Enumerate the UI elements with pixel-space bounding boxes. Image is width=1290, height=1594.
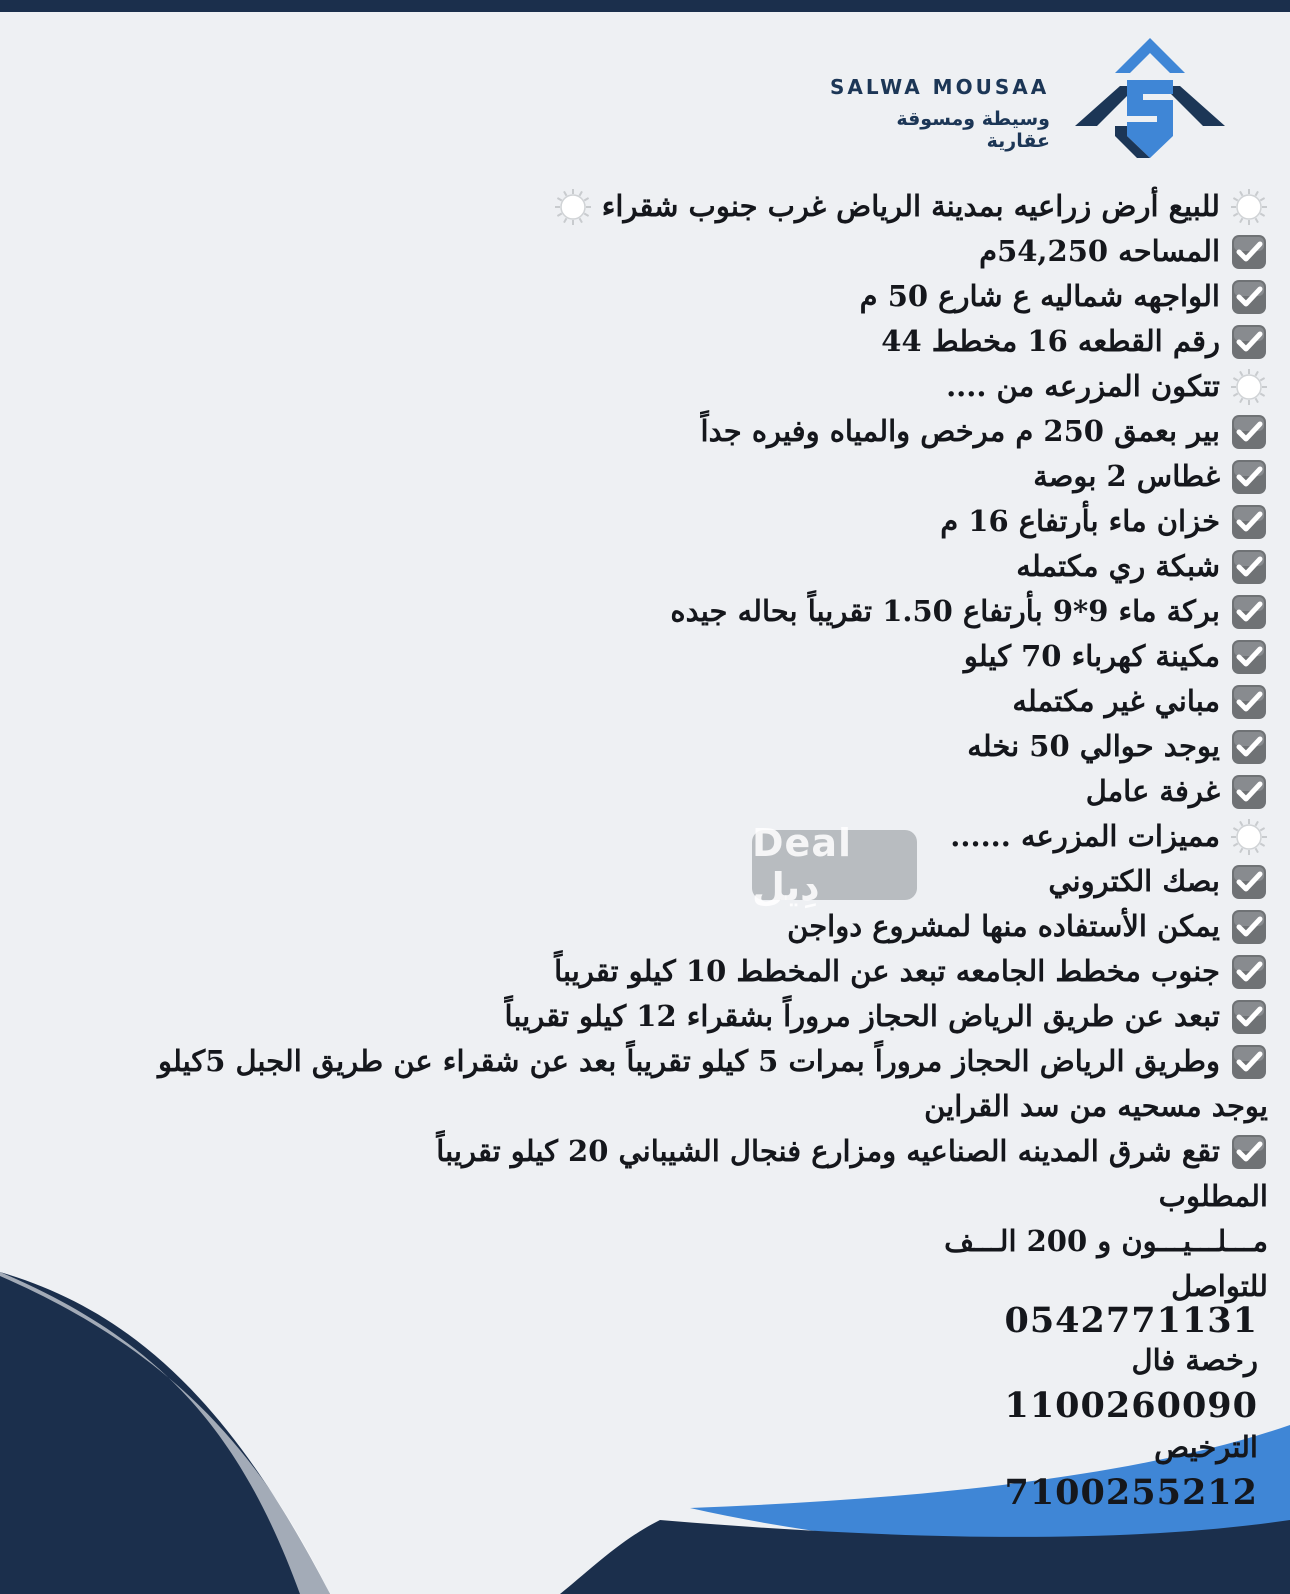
listing-line-text: مكينة كهرباء 70 كيلو (963, 639, 1220, 673)
check-icon (1230, 728, 1268, 766)
listing-line (88, 769, 1268, 814)
check-icon (1230, 998, 1268, 1036)
check-icon (1230, 773, 1268, 811)
check-icon (1230, 323, 1268, 361)
check-icon (1230, 458, 1268, 496)
listing-line (88, 724, 1268, 769)
listing-line-text: المساحه 54,250م (979, 234, 1220, 268)
listing-line-text: مباني غير مكتمله (1012, 684, 1220, 718)
check-icon (1230, 863, 1268, 901)
license-label-block (958, 1430, 1258, 1464)
license-number-block (958, 1472, 1258, 1513)
listing-line (88, 229, 1268, 274)
license-label: الترخيص (1154, 1430, 1258, 1464)
phone-number (958, 1300, 1258, 1341)
listing-line (88, 1039, 1268, 1084)
check-icon (1230, 278, 1268, 316)
listing-content (88, 184, 1268, 1309)
sparkle-icon (1230, 368, 1268, 406)
check-icon (1230, 953, 1268, 991)
fal-number-value: 1100260090 (1004, 1385, 1258, 1426)
listing-line-text: غرفة عامل (1085, 774, 1220, 808)
check-icon (1230, 1043, 1268, 1081)
listing-line (88, 544, 1268, 589)
listing-line (88, 1174, 1268, 1219)
listing-line (88, 319, 1268, 364)
listing-line-text: مميزات المزرعه ...... (950, 819, 1220, 853)
listing-line (88, 904, 1268, 949)
check-icon (1230, 233, 1268, 271)
listing-line-text: غطاس 2 بوصة (1033, 459, 1220, 493)
check-icon (1230, 593, 1268, 631)
listing-line (88, 454, 1268, 499)
listing-line (88, 1084, 1268, 1129)
listing-line (88, 409, 1268, 454)
listing-line-text: مـــلـــيـــون و 200 الـــف (944, 1224, 1268, 1258)
listing-line-text: بركة ماء 9*9 بأرتفاع 1.50 تقريباً بحاله جيده (670, 594, 1220, 628)
fal-license-number (958, 1385, 1258, 1426)
listing-line-text: المطلوب (1158, 1179, 1268, 1213)
listing-line (88, 184, 1268, 229)
check-icon (1230, 638, 1268, 676)
listing-line-text: للتواصل (1171, 1269, 1268, 1303)
listing-line (88, 814, 1268, 859)
listing-line (88, 1219, 1268, 1264)
listing-line-text: رقم القطعه 16 مخطط 44 (881, 324, 1220, 358)
brand-name: SALWA MOUSAA (830, 75, 1050, 99)
deal-watermark: Deal دِيل (752, 830, 917, 900)
check-icon (1230, 413, 1268, 451)
phone-value: 0542771131 (1004, 1300, 1258, 1341)
listing-line-text: تتكون المزرعه من .... (946, 369, 1220, 403)
listing-line (88, 679, 1268, 724)
listing-line-text: جنوب مخطط الجامعه تبعد عن المخطط 10 كيلو تقريباً (554, 954, 1220, 988)
listing-line (88, 364, 1268, 409)
listing-line (88, 589, 1268, 634)
listing-line-text: يمكن الأستفاده منها لمشروع دواجن (787, 909, 1220, 943)
listing-line (88, 994, 1268, 1039)
listing-line (88, 274, 1268, 319)
sparkle-icon (1230, 818, 1268, 856)
listing-line (88, 859, 1268, 904)
check-icon (1230, 503, 1268, 541)
listing-line-text: للبيع أرض زراعيه بمدينة الرياض غرب جنوب شقراء (601, 189, 1220, 223)
fal-license-label (958, 1343, 1258, 1377)
check-icon (1230, 908, 1268, 946)
listing-line-text: خزان ماء بأرتفاع 16 م (940, 504, 1220, 538)
listing-line-text: يوجد مسحيه من سد القراين (924, 1089, 1268, 1123)
listing-line-text: بصك الكتروني (1048, 864, 1220, 898)
listing-line (88, 949, 1268, 994)
listing-line (88, 634, 1268, 679)
listing-line-text: وطريق الرياض الحجاز مروراً بمرات 5 كيلو تقريباً بعد عن شقراء عن طريق الجبل 5كيلو (158, 1044, 1220, 1078)
listing-line-text: تبعد عن طريق الرياض الحجاز مروراً بشقراء 12 كيلو تقريباً (504, 999, 1220, 1033)
salwa-logo-icon (1075, 38, 1225, 160)
listing-line-text: شبكة ري مكتمله (1016, 549, 1220, 583)
check-icon (1230, 683, 1268, 721)
listing-line-text: الواجهه شماليه ع شارع 50 م (859, 279, 1220, 313)
listing-line-text: بير بعمق 250 م مرخص والمياه وفيره جداً (700, 414, 1220, 448)
listing-line (88, 499, 1268, 544)
listing-line-text: تقع شرق المدينه الصناعيه ومزارع فنجال الشيباني 20 كيلو تقريباً (436, 1134, 1220, 1168)
fal-label: رخصة فال (1131, 1343, 1258, 1377)
license-number-value: 7100255212 (1004, 1472, 1258, 1513)
check-icon (1230, 1133, 1268, 1171)
listing-line (88, 1129, 1268, 1174)
sparkle-icon (554, 188, 592, 226)
listing-line-text: يوجد حوالي 50 نخله (967, 729, 1220, 763)
check-icon (1230, 548, 1268, 586)
brand-tagline: وسيطة ومسوقة عقارية (896, 108, 1050, 152)
sparkle-icon (1230, 188, 1268, 226)
